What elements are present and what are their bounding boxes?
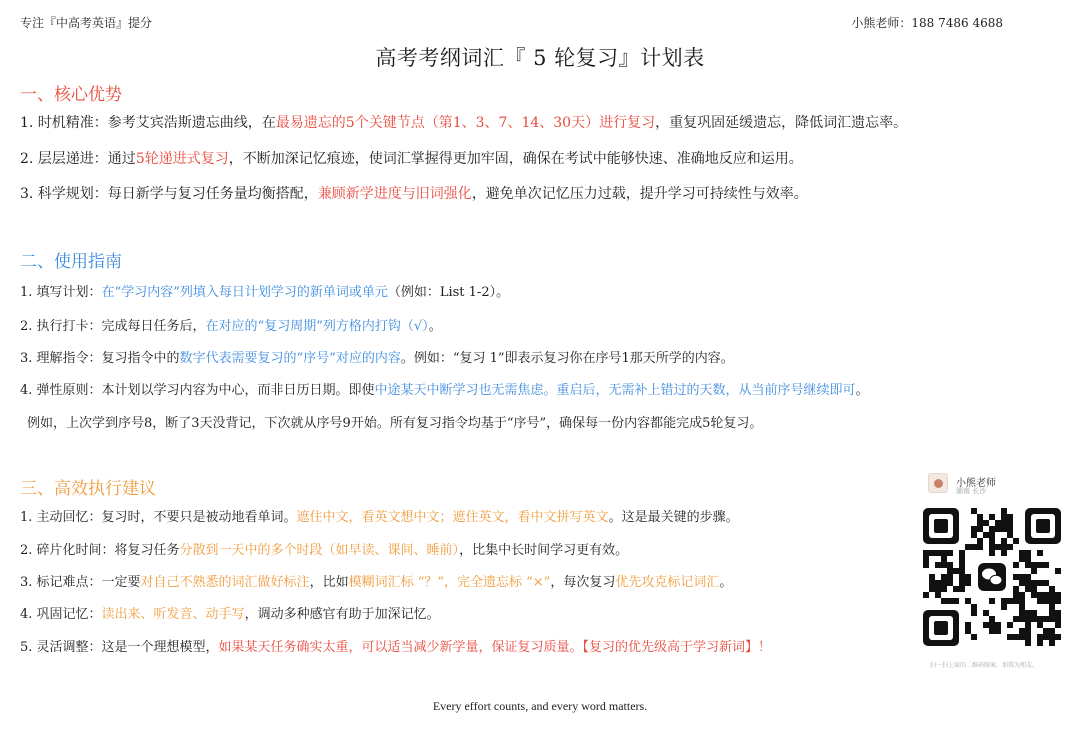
- qr-module: [1025, 586, 1031, 592]
- profile-location: 湖南 长沙: [956, 487, 987, 495]
- qr-caption: 扫一扫上面的二维码图案，加我为朋友。: [930, 662, 1039, 669]
- highlight: 数字代表需要复习的“序号”对应的内容: [179, 351, 401, 366]
- qr-module: [1025, 550, 1031, 556]
- qr-module: [947, 550, 953, 556]
- qr-module: [989, 544, 995, 550]
- qr-module: [1025, 556, 1031, 562]
- qr-module: [1001, 604, 1007, 610]
- highlight: 在对应的“复习周期”列方格内打钩（√）: [205, 319, 429, 334]
- qr-module: [1007, 514, 1013, 520]
- qr-module: [983, 610, 989, 616]
- qr-module: [1013, 586, 1019, 592]
- qr-module: [1025, 640, 1031, 646]
- qr-module: [1043, 562, 1049, 568]
- qr-module: [923, 592, 929, 598]
- qr-module: [1019, 580, 1025, 586]
- text: 。: [855, 383, 869, 398]
- text: 4. 弹性原则：本计划以学习内容为中心，而非日历日期。即使: [20, 383, 375, 398]
- qr-module: [983, 532, 989, 538]
- qr-module: [941, 580, 947, 586]
- qr-module: [1043, 598, 1049, 604]
- qr-module: [977, 520, 983, 526]
- qr-module: [1049, 604, 1055, 610]
- qr-module: [971, 508, 977, 514]
- avatar: [928, 473, 948, 493]
- qr-module: [1043, 634, 1049, 640]
- qr-module: [1019, 604, 1025, 610]
- qr-module: [1001, 508, 1007, 514]
- qr-module: [1049, 634, 1055, 640]
- qr-module: [941, 562, 947, 568]
- qr-module: [1037, 592, 1043, 598]
- qr-module: [959, 586, 965, 592]
- qr-module: [1055, 610, 1061, 616]
- qr-module: [941, 586, 947, 592]
- guide-item-1: [20, 281, 509, 300]
- qr-module: [1049, 586, 1055, 592]
- qr-module: [929, 550, 935, 556]
- qr-module: [995, 628, 1001, 634]
- qr-module: [1025, 616, 1031, 622]
- qr-module: [1007, 532, 1013, 538]
- qr-module: [1007, 598, 1013, 604]
- qr-module: [1043, 628, 1049, 634]
- text: 1. 主动回忆：复习时，不要只是被动地看单词。: [20, 510, 297, 525]
- text: 。这是最关键的步骤。: [608, 510, 739, 525]
- qr-module: [983, 622, 989, 628]
- qr-module: [971, 526, 977, 532]
- qr-module: [953, 586, 959, 592]
- text: 3. 科学规划：每日新学与复习任务量均衡搭配，: [20, 186, 318, 202]
- qr-module: [1031, 616, 1037, 622]
- qr-module: [923, 556, 929, 562]
- qr-module: [1019, 628, 1025, 634]
- qr-module: [1049, 610, 1055, 616]
- highlight: 在“学习内容”列填入每日计划学习的新单词或单元: [101, 285, 388, 300]
- qr-module: [1001, 514, 1007, 520]
- qr-module: [941, 574, 947, 580]
- qr-module: [1055, 598, 1061, 604]
- qr-module: [1055, 616, 1061, 622]
- qr-module: [1013, 616, 1019, 622]
- text: ，避免单次记忆压力过载，提升学习可持续性与效率。: [471, 186, 808, 202]
- text: （例如：List 1-2）。: [387, 285, 510, 300]
- header-left-tagline: 专注『中高考英语』提分: [20, 16, 153, 30]
- qr-module: [1037, 550, 1043, 556]
- qr-module: [971, 544, 977, 550]
- tip-item-5: [20, 636, 771, 655]
- qr-module: [1049, 592, 1055, 598]
- qr-module: [1025, 562, 1031, 568]
- qr-module: [935, 586, 941, 592]
- text: 。例如：“复习 1”即表示复习你在序号1那天所学的内容。: [400, 351, 734, 366]
- qr-module: [1049, 628, 1055, 634]
- qr-module: [971, 532, 977, 538]
- qr-module: [1007, 622, 1013, 628]
- qr-module: [947, 598, 953, 604]
- qr-module: [1043, 592, 1049, 598]
- qr-module: [941, 550, 947, 556]
- qr-module: [1037, 598, 1043, 604]
- qr-module: [923, 562, 929, 568]
- page-title: 高考考纲词汇『 5 轮复习』计划表: [375, 46, 705, 70]
- qr-module: [1043, 616, 1049, 622]
- tip-item-3: [20, 571, 732, 590]
- guide-item-2: [20, 315, 442, 334]
- highlight: 分散到一天中的多个时段（如早读、课间、睡前）: [179, 543, 460, 558]
- text: ，调动多种感官有助于加深记忆。: [244, 607, 440, 622]
- qr-module: [1019, 556, 1025, 562]
- qr-module: [1007, 544, 1013, 550]
- qr-module: [941, 556, 947, 562]
- qr-module: [995, 544, 1001, 550]
- text: ，比集中长时间学习更有效。: [459, 543, 629, 558]
- qr-module: [1037, 634, 1043, 640]
- text: ，比如: [309, 575, 349, 590]
- qr-module: [947, 580, 953, 586]
- qr-module: [1031, 568, 1037, 574]
- qr-module: [995, 526, 1001, 532]
- qr-module: [1007, 520, 1013, 526]
- qr-module: [929, 586, 935, 592]
- qr-module: [1055, 592, 1061, 598]
- qr-module: [971, 610, 977, 616]
- qr-module: [989, 514, 995, 520]
- qr-module: [1055, 634, 1061, 640]
- qr-module: [959, 556, 965, 562]
- qr-module: [959, 562, 965, 568]
- qr-module: [1049, 640, 1055, 646]
- qr-module: [941, 598, 947, 604]
- qr-module: [1001, 544, 1007, 550]
- text: 1. 时机精准：参考艾宾浩斯遗忘曲线，在: [20, 115, 276, 131]
- qr-module: [953, 598, 959, 604]
- qr-module: [935, 580, 941, 586]
- qr-module: [1025, 622, 1031, 628]
- qr-module: [1001, 538, 1007, 544]
- qr-module: [977, 538, 983, 544]
- qr-module: [989, 628, 995, 634]
- advantage-item-2: [20, 148, 803, 168]
- qr-module: [1013, 538, 1019, 544]
- qr-module: [947, 562, 953, 568]
- qr-module: [935, 550, 941, 556]
- text: ，每次复习: [550, 575, 616, 590]
- qr-module: [977, 544, 983, 550]
- qr-module: [1025, 628, 1031, 634]
- qr-module: [1019, 574, 1025, 580]
- qr-module: [977, 514, 983, 520]
- qr-module: [1001, 520, 1007, 526]
- text: 3. 标记难点：一定要: [20, 575, 141, 590]
- wechat-profile: [928, 473, 1048, 495]
- qr-module: [1001, 598, 1007, 604]
- qr-module: [1019, 592, 1025, 598]
- qr-module: [989, 538, 995, 544]
- qr-module: [989, 550, 995, 556]
- qr-module: [929, 574, 935, 580]
- qr-module: [1037, 616, 1043, 622]
- highlight: 5轮递进式复习: [135, 151, 229, 167]
- section-execution-tips-heading: 三、高效执行建议: [20, 479, 156, 499]
- profile-name: 小熊老师: [956, 478, 996, 489]
- text: 2. 执行打卡：完成每日任务后，: [20, 319, 206, 334]
- qr-module: [1037, 640, 1043, 646]
- tip-item-1: [20, 506, 739, 525]
- qr-module: [989, 526, 995, 532]
- qr-module: [1025, 610, 1031, 616]
- qr-module: [1019, 610, 1025, 616]
- qr-module: [1013, 598, 1019, 604]
- qr-module: [1037, 562, 1043, 568]
- advantage-item-1: [20, 112, 907, 132]
- qr-module: [959, 574, 965, 580]
- qr-module: [947, 574, 953, 580]
- text: 2. 层层递进：通过: [20, 151, 136, 167]
- qr-module: [965, 622, 971, 628]
- qr-module: [935, 562, 941, 568]
- qr-module: [1019, 598, 1025, 604]
- text: 4. 巩固记忆：: [20, 607, 102, 622]
- qr-module: [971, 634, 977, 640]
- qr-module: [989, 598, 995, 604]
- highlight: 最易遗忘的5个关键节点（第1、3、7、14、30天）进行复习: [275, 115, 656, 131]
- text: 5. 灵活调整：这是一个理想模型，: [20, 640, 219, 655]
- qr-module: [965, 580, 971, 586]
- guide-item-4: [20, 379, 869, 398]
- qr-module: [959, 580, 965, 586]
- qr-module: [965, 598, 971, 604]
- highlight: 遮住中文，看英文想中文；遮住英文，看中文拼写英文: [296, 510, 609, 525]
- guide-example-note: 例如，上次学到序号8，断了3天没背记，下次就从序号9开始。所有复习指令均基于“序号”，确保每一份内容都能完成5轮复习。: [27, 416, 763, 431]
- qr-module: [1031, 580, 1037, 586]
- header-teacher-phone: 小熊老师：188 7486 4688: [851, 16, 1003, 30]
- qr-module: [965, 544, 971, 550]
- highlight: 如果某天任务确实太重，可以适当减少新学量，保证复习质量。【复习的优先级高于学习新词】！: [218, 640, 772, 655]
- section-core-advantages-heading: 一、核心优势: [20, 85, 122, 105]
- text: 1. 填写计划：: [20, 285, 102, 300]
- highlight: 读出来、听发音、动手写: [101, 607, 245, 622]
- qr-module: [1025, 580, 1031, 586]
- qr-module: [1019, 634, 1025, 640]
- wechat-qr-code[interactable]: [923, 508, 1061, 646]
- wechat-logo-icon: [975, 560, 1009, 594]
- qr-module: [1013, 592, 1019, 598]
- qr-module: [959, 568, 965, 574]
- qr-module: [989, 622, 995, 628]
- tip-item-2: [20, 539, 628, 558]
- qr-module: [995, 520, 1001, 526]
- qr-module: [1001, 526, 1007, 532]
- qr-module: [1001, 550, 1007, 556]
- qr-module: [1049, 598, 1055, 604]
- qr-module: [1025, 634, 1031, 640]
- qr-module: [1007, 526, 1013, 532]
- highlight: 模糊词汇标 “？”，完全遗忘标 “×”: [348, 575, 551, 590]
- qr-module: [1031, 586, 1037, 592]
- qr-module: [971, 604, 977, 610]
- footer-slogan: Every effort counts, and every word matters.: [432, 699, 648, 713]
- highlight: 对自己不熟悉的词汇做好标注: [140, 575, 310, 590]
- qr-module: [989, 532, 995, 538]
- qr-module: [1031, 562, 1037, 568]
- text: 3. 理解指令：复习指令中的: [20, 351, 180, 366]
- qr-module: [1043, 580, 1049, 586]
- text: ，重复巩固延缓遗忘，降低词汇遗忘率。: [655, 115, 908, 131]
- qr-module: [953, 568, 959, 574]
- qr-module: [965, 574, 971, 580]
- qr-module: [929, 580, 935, 586]
- qr-module: [989, 616, 995, 622]
- qr-module: [1013, 634, 1019, 640]
- text: ，不断加深记忆痕迹，使词汇掌握得更加牢固，确保在考试中能够快速、准确地反应和运用。: [228, 151, 803, 167]
- qr-module: [1025, 574, 1031, 580]
- qr-module: [1019, 616, 1025, 622]
- advantage-item-3: [20, 183, 808, 203]
- qr-module: [947, 568, 953, 574]
- qr-module: [1019, 550, 1025, 556]
- qr-module: [923, 550, 929, 556]
- qr-module: [959, 550, 965, 556]
- text: 2. 碎片化时间：将复习任务: [20, 543, 180, 558]
- qr-module: [1031, 592, 1037, 598]
- qr-module: [1049, 616, 1055, 622]
- qr-module: [1055, 622, 1061, 628]
- highlight: 中途某天中断学习也无需焦虑。重启后，无需补上错过的天数，从当前序号继续即可: [374, 383, 856, 398]
- guide-item-3: [20, 347, 734, 366]
- qr-module: [995, 622, 1001, 628]
- highlight: 兼顾新学进度与旧词强化: [317, 186, 472, 202]
- qr-module: [1007, 634, 1013, 640]
- text: 。: [428, 319, 442, 334]
- qr-module: [965, 628, 971, 634]
- tip-item-4: [20, 603, 440, 622]
- text: 。: [719, 575, 733, 590]
- qr-module: [1037, 580, 1043, 586]
- qr-module: [1013, 562, 1019, 568]
- qr-module: [1031, 610, 1037, 616]
- qr-module: [1037, 622, 1043, 628]
- qr-module: [1055, 568, 1061, 574]
- qr-module: [935, 592, 941, 598]
- highlight: 优先攻克标记词汇: [615, 575, 720, 590]
- qr-module: [1013, 574, 1019, 580]
- qr-module: [983, 520, 989, 526]
- section-usage-guide-heading: 二、使用指南: [20, 252, 122, 272]
- qr-module: [977, 526, 983, 532]
